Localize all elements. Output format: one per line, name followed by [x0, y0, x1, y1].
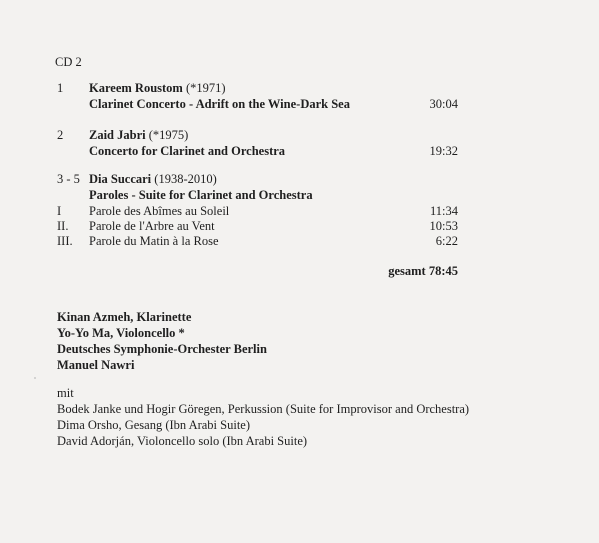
movement-title: Parole du Matin à la Rose [89, 234, 219, 248]
performer: Kinan Azmeh, Klarinette [57, 310, 192, 324]
movement-numeral: II. [57, 219, 69, 233]
composer-dates: (1938-2010) [151, 172, 217, 186]
total-duration: gesamt 78:45 [388, 264, 458, 278]
paper-speck [34, 377, 36, 379]
track-number: 2 [57, 128, 64, 142]
guest-performer: Bodek Janke und Hogir Göregen, Perkussion (Suite for Improvisor and Orchestra) [57, 402, 470, 416]
composer-name: Kareem Roustom [89, 81, 183, 95]
movement-duration: 10:53 [429, 219, 458, 233]
movement-title: Parole de l'Arbre au Vent [89, 219, 215, 233]
work-title: Paroles - Suite for Clarinet and Orchestra [89, 188, 313, 202]
track-number: 3 - 5 [57, 172, 80, 186]
performer: Deutsches Symphonie-Orchester Berlin [57, 342, 267, 356]
with-label: mit [57, 386, 74, 400]
track-duration: 30:04 [429, 97, 458, 111]
movement-duration: 11:34 [429, 204, 458, 218]
guest-performer: Dima Orsho, Gesang (Ibn Arabi Suite) [57, 418, 251, 432]
movement-title: Parole des Abîmes au Soleil [89, 204, 230, 218]
movement-numeral: I [57, 204, 62, 218]
track-composer-line [89, 172, 217, 187]
guest-performer: David Adorján, Violoncello solo (Ibn Arabi Suite) [57, 434, 308, 448]
performer: Yo-Yo Ma, Violoncello * [57, 326, 185, 340]
track-composer-line [89, 128, 188, 143]
movement-numeral: III. [57, 234, 73, 248]
cd-label: CD 2 [55, 55, 82, 69]
track-duration: 19:32 [429, 144, 458, 158]
work-title: Clarinet Concerto - Adrift on the Wine-Dark Sea [89, 97, 350, 111]
composer-name: Dia Succari [89, 172, 152, 186]
performer: Manuel Nawri [57, 358, 135, 372]
work-title: Concerto for Clarinet and Orchestra [89, 144, 286, 158]
track-composer-line [89, 81, 226, 96]
track-number: 1 [57, 81, 64, 95]
movement-duration: 6:22 [435, 234, 458, 248]
composer-name: Zaid Jabri [89, 128, 146, 142]
composer-dates: (*1971) [182, 81, 226, 95]
composer-dates: (*1975) [145, 128, 189, 142]
